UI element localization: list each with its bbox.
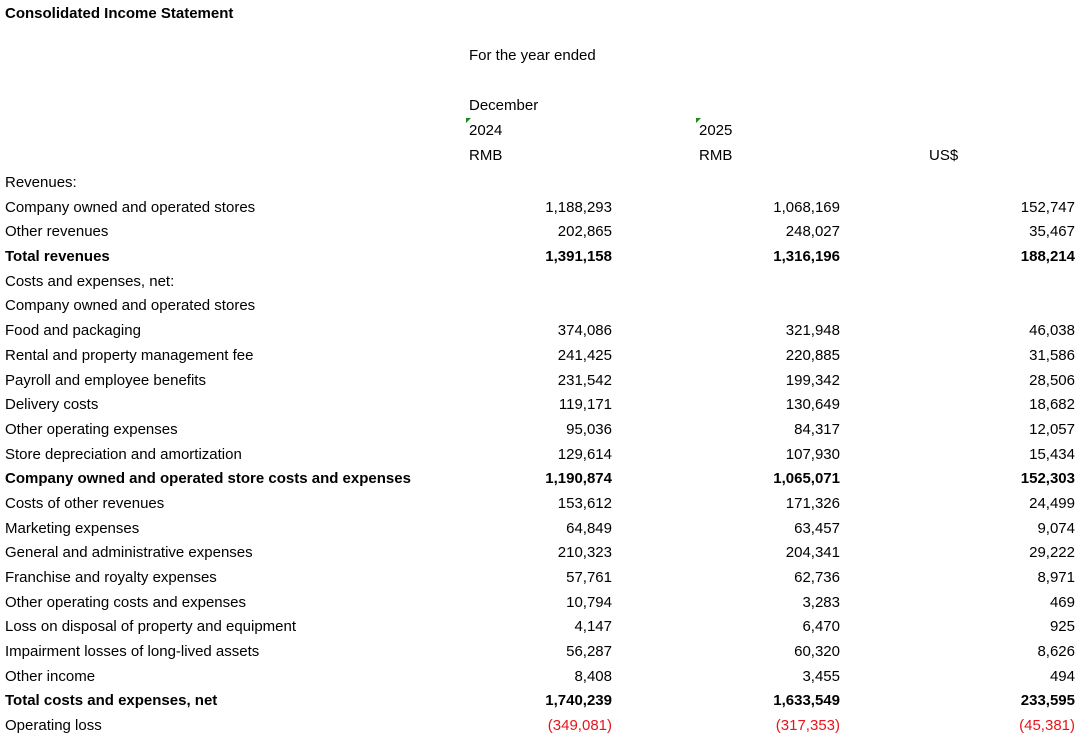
table-row [0,467,1080,492]
row-label: Delivery costs [5,396,99,414]
table-row [0,220,1080,245]
value-2024-rmb: 1,190,874 [545,470,612,488]
value-2025-usd: 8,971 [1037,569,1075,586]
value-2024-rmb: 153,612 [557,494,612,512]
currency-usd: US$ [929,147,959,164]
value-2025-usd: 9,074 [1037,519,1075,537]
value-2024-rmb: 8,408 [574,667,612,685]
row-label: Other operating expenses [5,420,178,438]
year-2025-header: 2025 [699,122,733,139]
value-2025-rmb: 3,283 [802,593,840,611]
table-row [0,714,1080,739]
value-2025-rmb: 84,317 [794,420,840,438]
value-2024-rmb: 241,425 [557,346,612,364]
value-2025-rmb: (317,353) [775,717,840,735]
table-row [0,319,1080,344]
row-label: Marketing expenses [5,519,140,537]
table-row [0,591,1080,616]
row-label: Loss on disposal of property and equipment [5,618,297,636]
row-label: Franchise and royalty expenses [5,569,217,586]
value-2025-usd: 925 [1049,618,1075,636]
value-2024-rmb: 210,323 [557,544,612,562]
row-label: Company owned and operated stores [5,198,256,216]
table-row [0,393,1080,418]
row-label: Food and packaging [5,322,141,340]
month-header: December [469,97,539,114]
row-label: Total revenues [5,248,110,266]
table-row [0,270,1080,295]
table-row [0,171,1080,196]
value-2025-usd: 233,595 [1020,692,1075,710]
value-2025-rmb: 60,320 [794,643,840,661]
value-2025-rmb: 248,027 [785,223,840,241]
table-row [0,566,1080,591]
currency-rmb-2024: RMB [469,147,503,164]
value-2024-rmb: 56,287 [566,643,612,661]
value-2025-rmb: 63,457 [794,519,840,537]
value-2025-usd: 24,499 [1029,494,1075,512]
value-2024-rmb: 231,542 [557,371,612,389]
row-label: Rental and property management fee [5,346,254,364]
value-2025-usd: 35,467 [1029,223,1075,241]
table-row [0,344,1080,369]
table-row [0,689,1080,714]
value-2025-usd: 28,506 [1029,371,1075,389]
value-2025-usd: 15,434 [1029,445,1075,463]
row-label: General and administrative expenses [5,544,253,562]
row-label: Other revenues [5,223,109,241]
row-label: Revenues: [5,174,77,191]
row-label: Store depreciation and amortization [5,445,242,463]
value-2024-rmb: 374,086 [557,322,612,340]
value-2024-rmb: 4,147 [574,618,612,636]
value-2024-rmb: 1,188,293 [545,198,612,216]
value-2024-rmb: 129,614 [557,445,612,463]
table-row [0,665,1080,690]
row-label: Company owned and operated store costs and expenses [5,470,411,488]
value-2024-rmb: 1,391,158 [545,248,612,266]
value-2025-rmb: 1,068,169 [773,198,840,216]
value-2024-rmb: 64,849 [566,519,612,537]
row-label: Other operating costs and expenses [5,593,246,611]
row-label: Payroll and employee benefits [5,371,206,389]
table-row [0,615,1080,640]
row-label: Impairment losses of long-lived assets [5,643,260,661]
value-2025-rmb: 130,649 [785,396,840,414]
table-row [0,541,1080,566]
value-2025-rmb: 1,316,196 [773,248,840,266]
row-label: Other income [5,667,96,685]
value-2024-rmb: 95,036 [566,420,612,438]
value-2025-usd: 469 [1049,593,1075,611]
row-label: Company owned and operated stores [5,297,256,315]
row-label: Costs of other revenues [5,494,165,512]
value-2025-rmb: 107,930 [785,445,840,463]
table-row [0,443,1080,468]
period-header: For the year ended [469,47,596,64]
value-2025-usd: 18,682 [1029,396,1075,414]
value-2025-usd: 29,222 [1029,544,1075,562]
value-2025-rmb: 62,736 [794,569,840,586]
value-2025-rmb: 6,470 [802,618,840,636]
table-row [0,294,1080,319]
table-row [0,492,1080,517]
value-2024-rmb: 10,794 [566,593,612,611]
value-2025-rmb: 321,948 [785,322,840,340]
statement-title: Consolidated Income Statement [5,5,234,22]
value-2025-usd: 188,214 [1020,248,1075,266]
value-2025-usd: 152,747 [1020,198,1075,216]
value-2024-rmb: 1,740,239 [545,692,612,710]
value-2025-rmb: 204,341 [785,544,840,562]
row-label: Total costs and expenses, net [5,692,218,710]
value-2025-rmb: 1,065,071 [773,470,840,488]
value-2025-usd: 152,303 [1020,470,1075,488]
value-2024-rmb: 57,761 [566,569,612,586]
value-2025-rmb: 3,455 [802,667,840,685]
value-2024-rmb: 202,865 [557,223,612,241]
table-row [0,418,1080,443]
table-row [0,640,1080,665]
value-2025-rmb: 220,885 [785,346,840,364]
value-2025-usd: 31,586 [1029,346,1075,364]
table-row [0,517,1080,542]
value-2025-usd: 12,057 [1029,420,1075,438]
table-row [0,245,1080,270]
row-label: Operating loss [5,717,102,735]
value-2025-rmb: 199,342 [785,371,840,389]
value-2025-usd: 494 [1049,667,1075,685]
currency-rmb-2025: RMB [699,147,733,164]
value-2025-rmb: 1,633,549 [773,692,840,710]
table-row [0,196,1080,221]
value-2025-usd: 46,038 [1029,322,1075,340]
table-row [0,369,1080,394]
income-statement-table [0,171,1080,739]
value-2025-usd: (45,381) [1019,717,1075,735]
row-label: Costs and expenses, net: [5,272,175,290]
value-2024-rmb: (349,081) [547,717,612,735]
value-2024-rmb: 119,171 [558,396,612,414]
value-2025-rmb: 171,326 [785,494,840,512]
year-2024-header: 2024 [469,122,503,139]
value-2025-usd: 8,626 [1037,643,1075,661]
